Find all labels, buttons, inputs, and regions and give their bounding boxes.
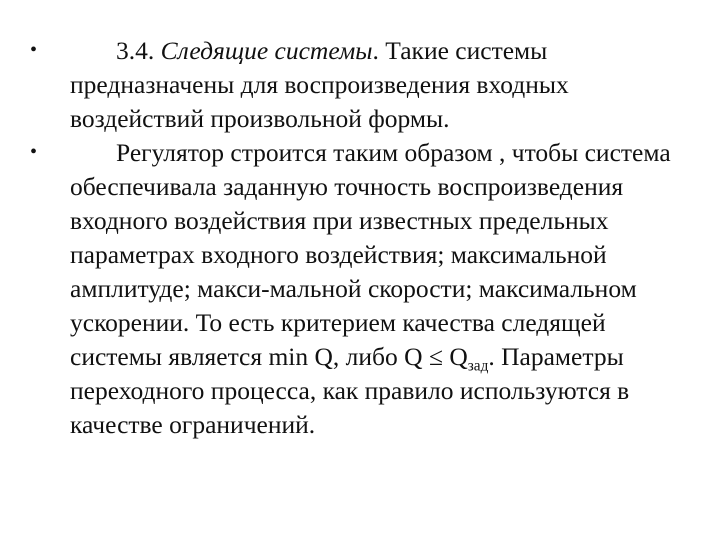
q-subscript: зад (467, 357, 489, 375)
section-title: Следящие системы (160, 36, 373, 65)
paragraph-2-text-part2: . Параметры переходного процесса, как правило используются в качестве ограничений. (70, 342, 630, 439)
bullet-item-1 (30, 34, 680, 136)
paragraph-2-text-part1: Регулятор строится таким образом , чтобы система обеспечивала заданную точность воспроизведения входного воздействия при известных предельных параметрах входного воздействия; максимальной амплитуде; макси-мальной скорости; максимальном ускорении. То есть критерием качества следящей системы является min Q, либо Q ≤ Q (70, 138, 671, 371)
bullet-icon: • (30, 39, 38, 61)
section-number: 3.4. (116, 36, 155, 65)
paragraph-2 (70, 136, 680, 442)
paragraph-1 (70, 34, 680, 136)
bullet-icon: • (30, 141, 38, 163)
paragraph-1-text: . Такие системы предназначены для воспроизведения входных воздействий произвольной формы. (70, 36, 569, 133)
bullet-item-2 (30, 136, 680, 442)
